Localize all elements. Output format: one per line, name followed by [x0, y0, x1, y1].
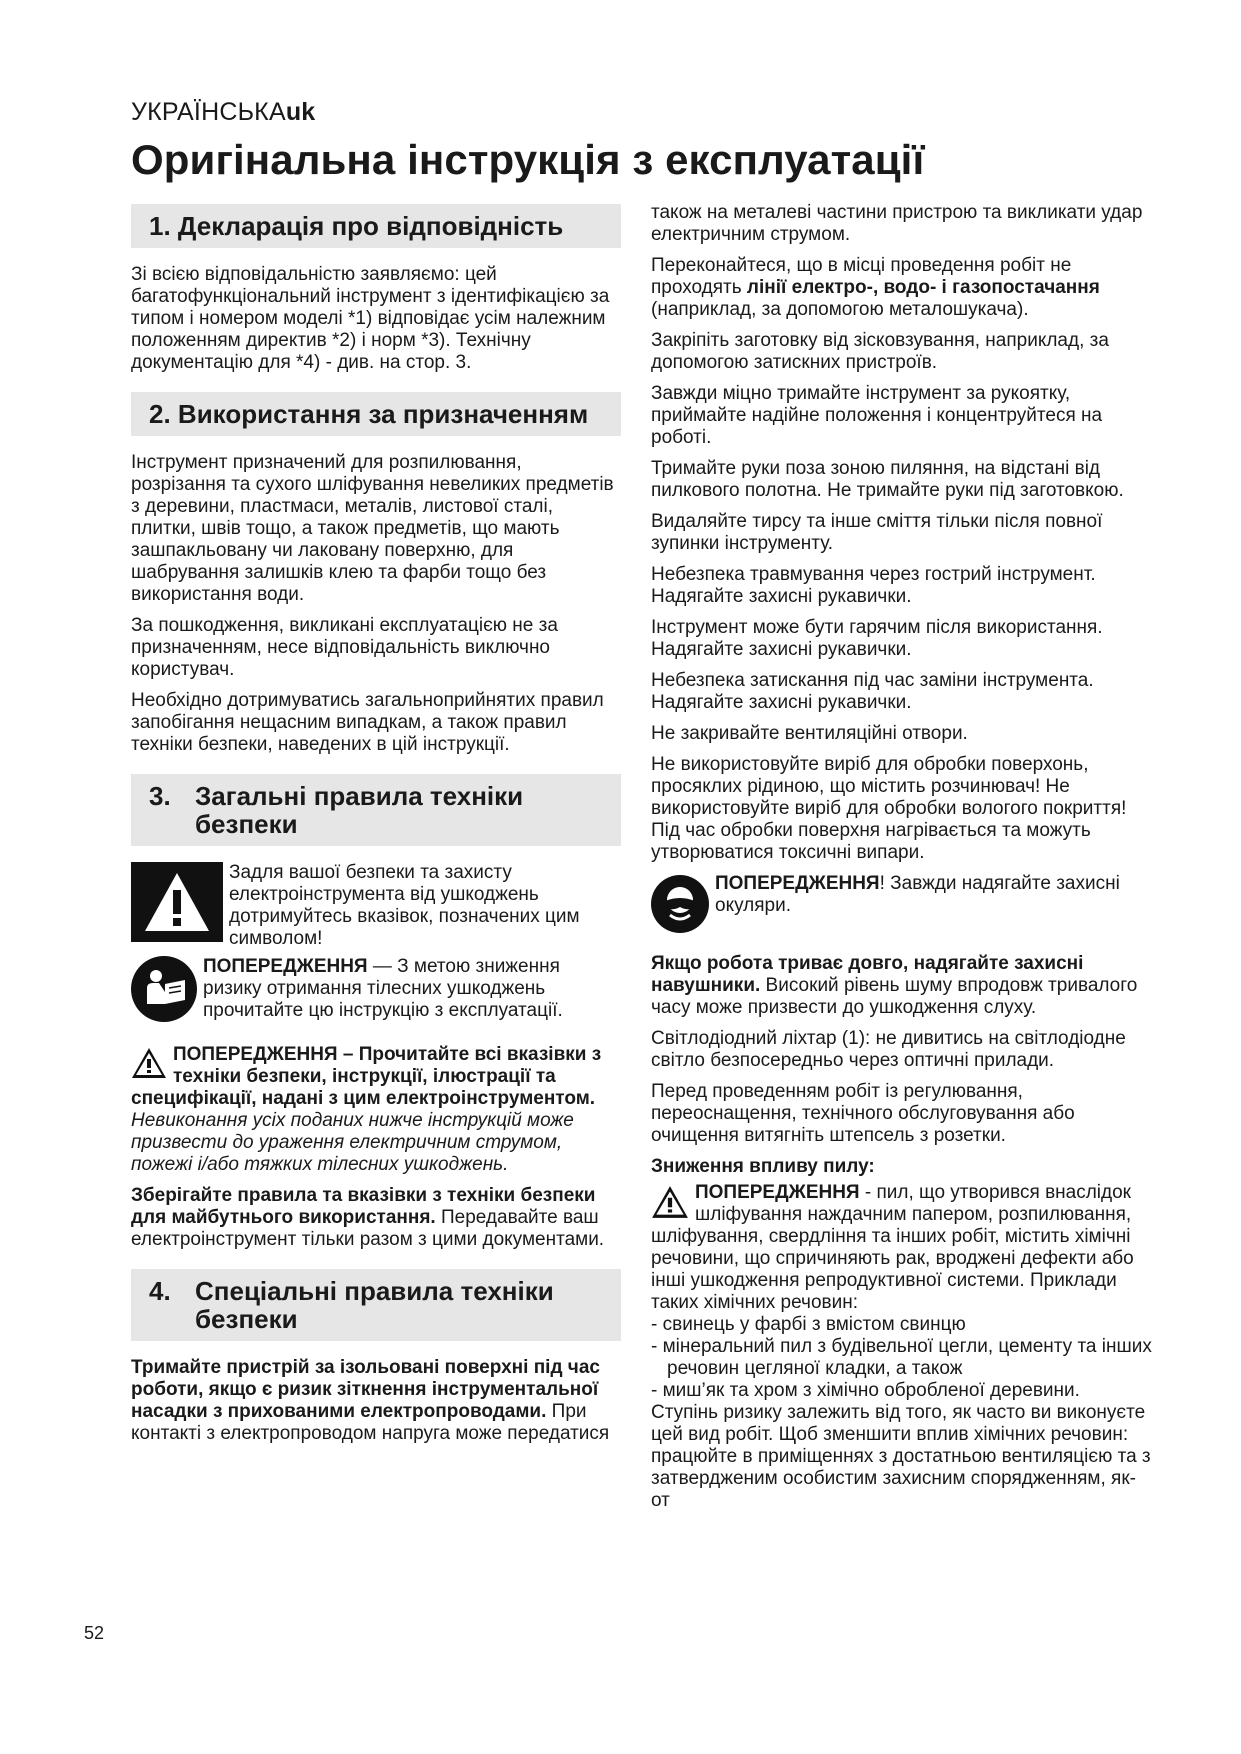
liability-paragraph: За пошкодження, викликані експлуатацією не за призначенням, несе відповідальність виключно користувач. — [131, 615, 558, 680]
read-manual-text: ПОПЕРЕДЖЕННЯ — З метою зниження ризику отримання тілесних ушкоджень прочитайте цю інструкцію з експлуатації. — [203, 956, 563, 1021]
hands-away-paragraph: Тримайте руки поза зоною пиляння, на відстані від пилкового полотна. Не тримайте руки під заготовкою. — [651, 458, 1124, 501]
intended-use-paragraph: Інструмент призначений для розпилювання, розрізання та сухого шліфування невеликих предметів з деревини, пластмаси, металів, листової сталі, плитки, швів тощо, а також предметів, що мають зашпакльовану чи лаковану поверхню, для шабрування залишків клею та фарби тощо без використання води. — [131, 452, 614, 605]
goggles-text: ПОПЕРЕДЖЕННЯ! Завжди надягайте захисні окуляри. — [715, 873, 1120, 916]
page-number: 52 — [84, 1623, 105, 1643]
page-title: Оригінальна інструкція з експлуатації — [131, 136, 925, 183]
list-item: - свинець у фарбі з вмістом свинцю — [651, 1314, 966, 1335]
section-4-heading: 4. Спеціальні правила техніки безпеки — [131, 1269, 621, 1341]
ear-protection-paragraph: Якщо робота триває довго, надягайте захисні навушники. Високий рівень шуму впродовж тривалого часу може призвести до ушкодження слуху. — [651, 953, 1138, 1018]
led-paragraph: Світлодіодний ліхтар (1): не дивитись на світлодіодне світло безпосередньо через оптичні прилади. — [651, 1028, 1126, 1071]
keep-instructions-paragraph: Зберігайте правила та вказівки з техніки безпеки для майбутнього використання. Передавайте ваш електроінструмент тільки разом з цими документами. — [131, 1185, 605, 1250]
risk-paragraph: Ступінь ризику залежить від того, як часто ви виконуєте цей вид робіт. Щоб зменшити вплив хімічних речовин: працюйте в приміщеннях з достатньою вентиляцією та з затвердженим особистим захисним спорядженням, як-от — [651, 1402, 1151, 1511]
list-item: - миш’як та хром з хімічно обробленої деревини. — [651, 1380, 1080, 1401]
dust-warning-paragraph: ПОПЕРЕДЖЕННЯ - пил, що утворився внаслідок шліфування наждачним папером, розпилювання, шліфування, свердління та інших робіт, містить хімічні речовини, що спричиняють рак, вроджені дефекти або інші ушкодження репродуктивної системи. Приклади таких хімічних речовин: — [651, 1182, 1134, 1313]
section-1-heading: 1. Декларація про відповідність — [131, 204, 621, 248]
warning-small-icon — [651, 1185, 689, 1219]
general-warning-paragraph: ПОПЕРЕДЖЕННЯ – Прочитайте всі вказівки з техніки безпеки, інструкції, ілюстрації та специфікації, надані з цим електроінструментом. Невиконання усіх поданих нижче інструкцій може призвести до ураження електричним струмом, пожежі і/або тяжких тілесних ушкоджень. — [131, 1044, 602, 1175]
warning-symbol-row — [131, 862, 621, 950]
warning-triangle-icon — [131, 862, 223, 942]
unplug-paragraph: Перед проведенням робіт із регулювання, переоснащення, технічного обслуговування або очищення витягніть штепсель з розетки. — [651, 1081, 1075, 1146]
warning-symbol-text: Задля вашої безпеки та захисту електроінструмента від ушкоджень дотримуйтесь вказівок, позначених цим символом! — [229, 862, 580, 949]
left-column — [131, 204, 621, 1454]
continuation-paragraph: також на металеві частини пристрою та викликати удар електричним струмом. — [651, 202, 1143, 245]
warning-small-icon — [131, 1047, 167, 1079]
goggles-row — [651, 873, 1153, 933]
list-item: - мінеральний пил з будівельної цегли, цементу та інших речовин цегляної кладки, а також — [651, 1336, 1152, 1379]
chemicals-list — [651, 1314, 1153, 1402]
fix-workpiece-paragraph: Закріпіть заготовку від зісковзування, наприклад, за допомогою затискних пристроїв. — [651, 330, 1109, 373]
dust-heading: Зниження впливу пилу: — [651, 1156, 875, 1177]
vents-paragraph: Не закривайте вентиляційні отвори. — [651, 723, 968, 744]
right-column — [651, 202, 1153, 1521]
insulated-surfaces-paragraph: Тримайте пристрій за ізольовані поверхні під час роботи, якщо є ризик зіткнення інструментальної насадки з прихованими електропроводами. При контакті з електропроводом напруга може передатися — [131, 1357, 610, 1444]
check-lines-paragraph: Переконайтеся, що в місці проведення робіт не проходять лінії електро-, водо- і газопостачання (наприклад, за допомогою металошукача). — [651, 255, 1100, 320]
section-3-heading: 3. Загальні правила техніки безпеки — [131, 774, 621, 846]
declaration-paragraph: Зі всією відповідальністю заявляємо: цей багатофункціональний інструмент з ідентифікацією за типом і номером моделі *1) відповідає усім належним положенням директив *2) і норм *3). Технічну документацію для *4) - див. на стор. 3. — [131, 264, 610, 373]
language-label: УКРАЇНСЬКАuk — [131, 98, 316, 126]
read-manual-icon — [131, 956, 197, 1022]
read-manual-row — [131, 956, 621, 1022]
rules-paragraph: Необхідно дотримуватись загальноприйнятих правил запобігання нещасним випадкам, а також правил техніки безпеки, наведених в цій інструкції. — [131, 690, 604, 755]
remove-chips-paragraph: Видаляйте тирсу та інше сміття тільки після повної зупинки інструменту. — [651, 511, 1103, 554]
sharp-tool-paragraph: Небезпека травмування через гострий інструмент. Надягайте захисні рукавички. — [651, 564, 1096, 607]
safety-goggles-icon — [651, 875, 709, 933]
pinch-paragraph: Небезпека затискання під час заміни інструмента. Надягайте захисні рукавички. — [651, 670, 1094, 713]
liquid-paragraph: Не використовуйте виріб для обробки поверхонь, просяклих рідиною, що містить розчинювач! Не використовуйте виріб для обробки вологого покриття! Під час обробки поверхня нагрівається та можуть утворюватися токсичні випари. — [651, 754, 1127, 863]
hot-tool-paragraph: Інструмент може бути гарячим після використання. Надягайте захисні рукавички. — [651, 617, 1103, 660]
hold-firmly-paragraph: Завжди міцно тримайте інструмент за рукоятку, приймайте надійне положення і концентруйтеся на роботі. — [651, 383, 1103, 448]
section-2-heading: 2. Використання за призначенням — [131, 392, 621, 436]
